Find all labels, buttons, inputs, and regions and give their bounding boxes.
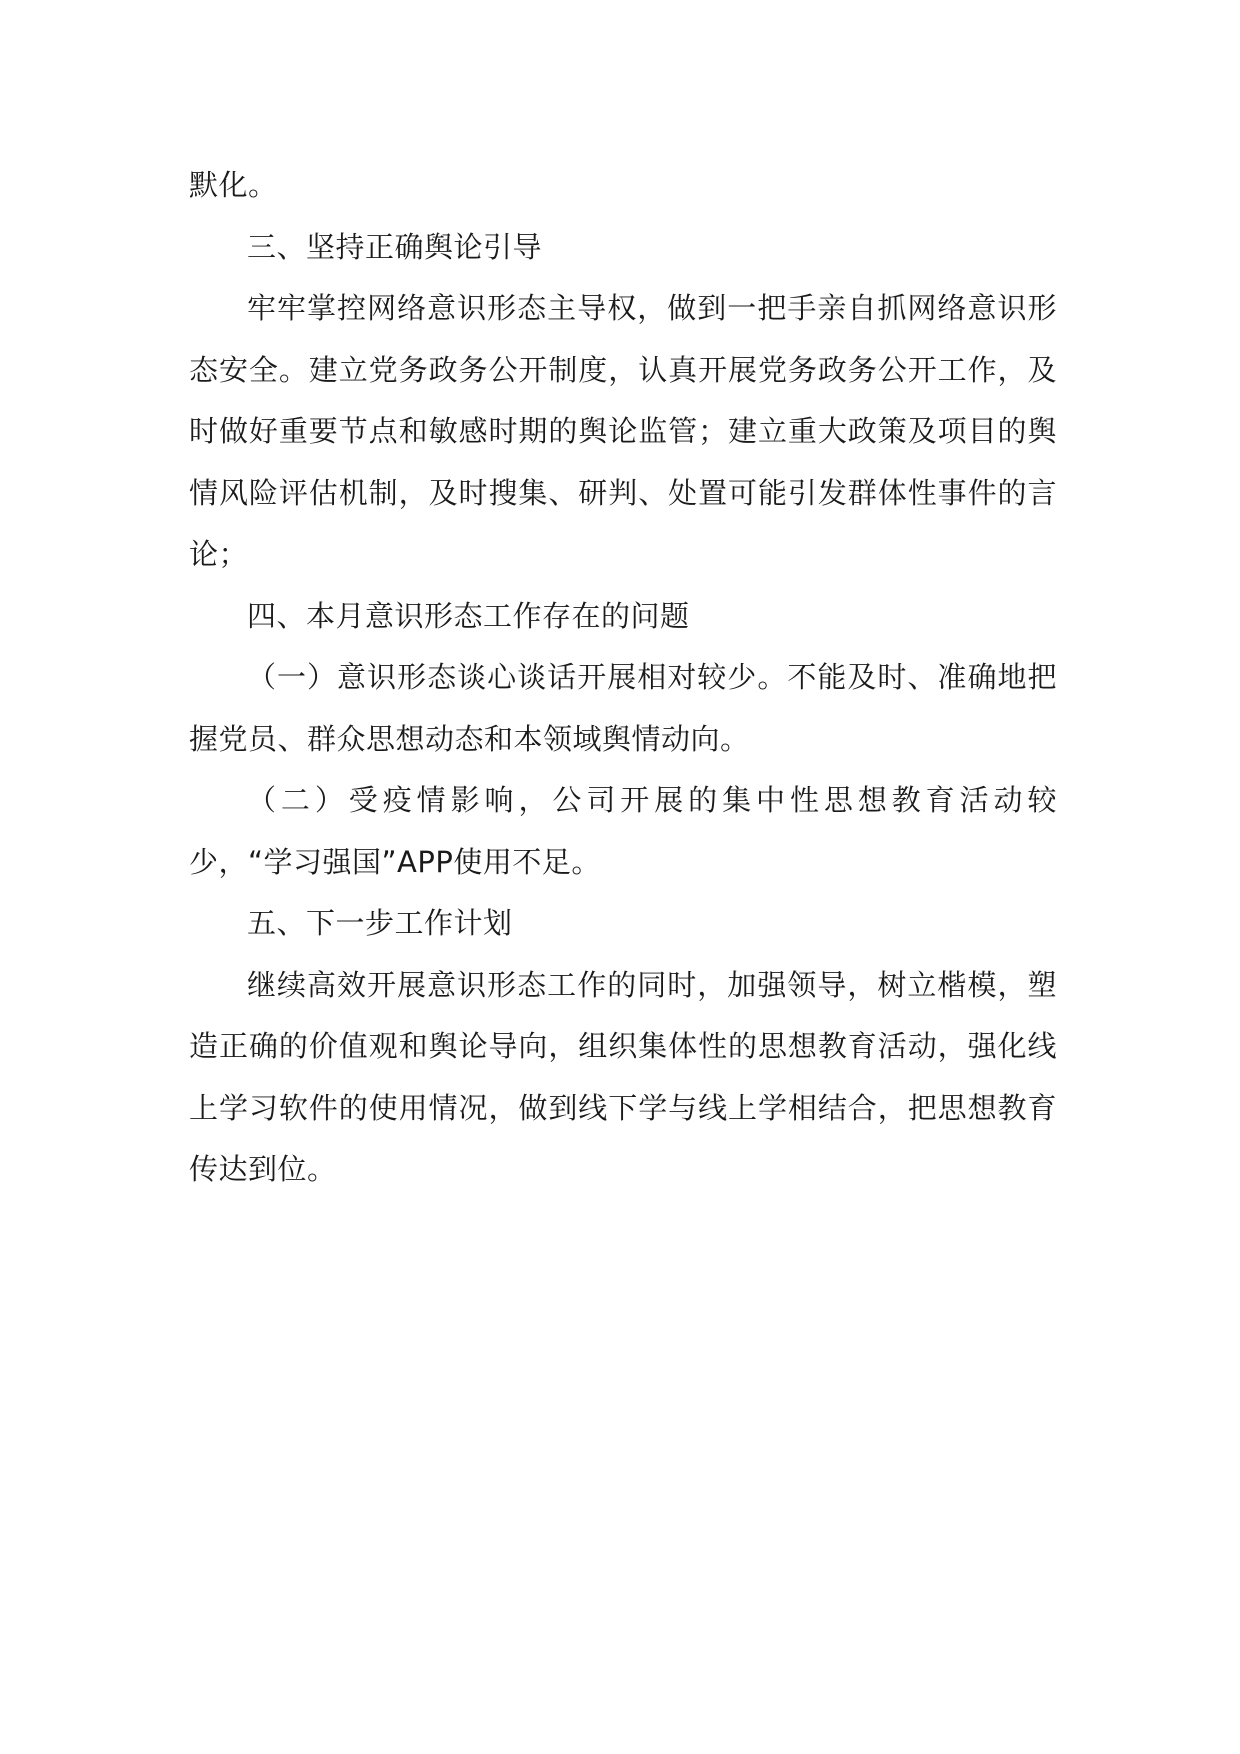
section-heading-5: 五、下一步工作计划 [247,906,513,940]
paragraph-continuation: 默化。 [189,168,278,202]
paragraph-problem-1: （一）意识形态谈心谈话开展相对较少。不能及时、准确地把握党员、群众思想动态和本领域舆情动向。 [189,660,1057,756]
section-heading-4: 四、本月意识形态工作存在的问题 [247,598,690,633]
paragraph-problem-2: （二）受疫情影响，公司开展的集中性思想教育活动较少，“学习强国”APP使用不足。 [189,783,1057,879]
paragraph-public-opinion: 牢牢掌控网络意识形态主导权，做到一把手亲自抓网络意识形态安全。建立党务政务公开制度，认真开展党务政务公开工作，及时做好重要节点和敏感时期的舆论监管；建立重大政策及项目的舆情风险评估机制，及时搜集、研判、处置可能引发群体性事件的言论； [189,291,1057,571]
document-body [189,155,1057,1201]
paragraph-next-plan: 继续高效开展意识形态工作的同时，加强领导，树立楷模，塑造正确的价值观和舆论导向，组织集体性的思想教育活动，强化线上学习软件的使用情况，做到线下学与线上学相结合，把思想教育传达到位。 [189,967,1057,1186]
section-heading-3: 三、坚持正确舆论引导 [247,229,543,264]
